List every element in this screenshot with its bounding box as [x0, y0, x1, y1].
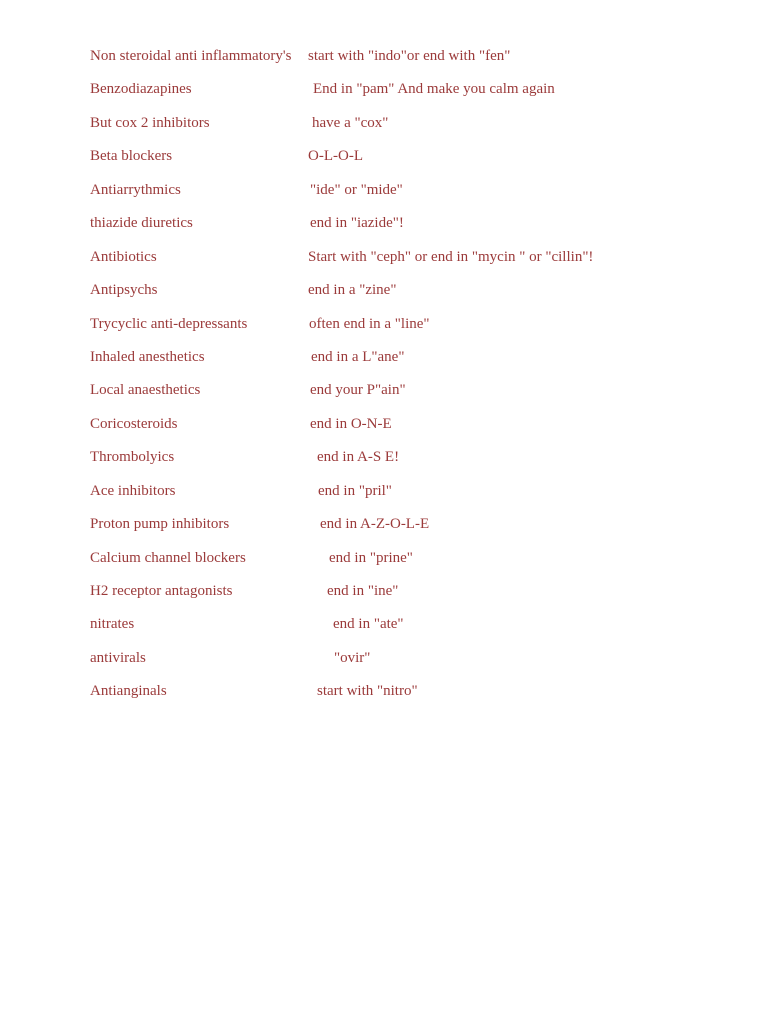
drug-class: Antipsychs — [90, 282, 158, 299]
drug-class: nitrates — [90, 616, 135, 633]
list-item — [90, 178, 710, 211]
drug-class: Inhaled anesthetics — [90, 348, 205, 365]
drug-class: Beta blockers — [90, 148, 173, 165]
drug-class: Antibiotics — [90, 248, 157, 265]
list-item — [90, 479, 710, 512]
naming-rule: end in a L"ane" — [311, 348, 405, 365]
naming-rule: end your P"ain" — [310, 382, 406, 399]
drug-class: Non steroidal anti inflammatory's — [90, 48, 292, 64]
naming-rule: End in "pam" And make you calm again — [313, 81, 555, 98]
list-item — [90, 312, 710, 345]
drug-class: Local anaesthetics — [90, 382, 201, 399]
list-item — [90, 679, 710, 712]
drug-class: thiazide diuretics — [90, 215, 193, 232]
list-item — [90, 445, 710, 478]
naming-rule: end in A-Z-O-L-E — [320, 516, 430, 533]
list-item — [90, 144, 710, 177]
naming-rule: end in "pril" — [318, 482, 392, 499]
naming-rule: have a "cox" — [312, 114, 389, 131]
list-item — [90, 512, 710, 545]
naming-rule: start with "indo"or end with "fen" — [308, 48, 511, 64]
naming-rule: end in "prine" — [329, 549, 413, 566]
list-item — [90, 412, 710, 445]
list-item — [90, 44, 710, 77]
drug-class: Ace inhibitors — [90, 482, 176, 499]
naming-rule: "ovir" — [334, 649, 371, 666]
list-item — [90, 579, 710, 612]
naming-rule: Start with "ceph" or end in "mycin " or "cillin"! — [308, 248, 594, 265]
list-item — [90, 646, 710, 679]
drug-class: Benzodiazapines — [90, 81, 192, 98]
naming-rule: end in "ate" — [333, 616, 404, 633]
list-item — [90, 77, 710, 110]
naming-rule: end in "iazide"! — [310, 215, 404, 232]
naming-rule: "ide" or "mide" — [310, 181, 403, 198]
drug-class: Antianginals — [90, 683, 167, 700]
list-item — [90, 211, 710, 244]
naming-rule: O-L-O-L — [308, 148, 363, 165]
drug-suffix-list — [90, 44, 710, 713]
drug-class: antivirals — [90, 649, 146, 666]
drug-class: Proton pump inhibitors — [90, 516, 230, 533]
drug-class: Thrombolyics — [90, 449, 175, 466]
list-item — [90, 111, 710, 144]
list-item — [90, 245, 710, 278]
naming-rule: end in "ine" — [327, 583, 399, 599]
drug-class: Calcium channel blockers — [90, 549, 246, 566]
naming-rule: start with "nitro" — [317, 683, 418, 700]
drug-class: H2 receptor antagonists — [90, 583, 233, 599]
list-item — [90, 546, 710, 579]
drug-class: But cox 2 inhibitors — [90, 114, 210, 131]
naming-rule: end in O-N-E — [310, 415, 392, 432]
list-item — [90, 378, 710, 411]
list-item — [90, 345, 710, 378]
drug-class: Antiarrythmics — [90, 181, 181, 198]
naming-rule: end in A-S E! — [317, 449, 400, 466]
naming-rule: end in a "zine" — [308, 282, 397, 299]
drug-class: Trycyclic anti-depressants — [90, 315, 248, 332]
drug-class: Coricosteroids — [90, 415, 178, 432]
naming-rule: often end in a "line" — [309, 315, 430, 332]
list-item — [90, 278, 710, 311]
list-item — [90, 612, 710, 645]
